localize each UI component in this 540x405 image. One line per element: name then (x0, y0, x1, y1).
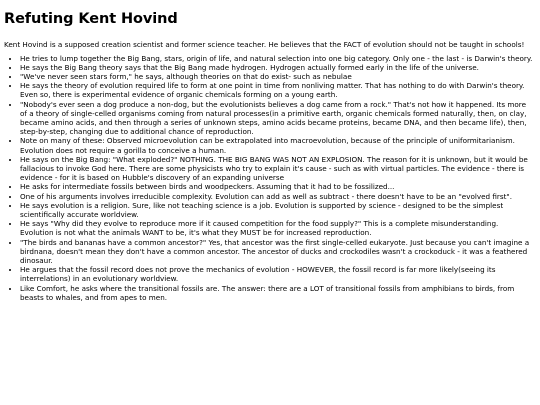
argument-list (4, 54, 534, 302)
intro-paragraph: Kent Hovind is a supposed creation scientist and former science teacher. He believes that the FACT of evolution should not be taught in schools! (4, 40, 525, 49)
list-item: • Note on many of these: Observed microevolution can be extrapolated into macroevolution, because of the principle of uniformitarianism. Evolution does not require a gorilla to conceive a human. (20, 136, 534, 154)
list-item: • He asks for intermediate fossils between birds and woodpeckers. Assuming that it had to be fossilized... (20, 182, 534, 191)
list-item: • "The birds and bananas have a common ancestor?" Yes, that ancestor was the first single-celled eukaryote. Just because you can't imagine a birdnana, doesn't mean they don't have a common ancestor. The ancestor of ducks and crockodiles wasn't a crockoduck - it was a feathered dinosaur. (20, 238, 534, 266)
list-item: • He says evolution is a religion. Sure, like not teaching science is a job. Evolution is supported by science - designed to be the simplest scientifically accurate worldview. (20, 201, 534, 219)
list-item: • He tries to lump together the Big Bang, stars, origin of life, and natural selection into one big category. Only one - the last - is Darwin's theory. (20, 54, 534, 63)
list-item: • He says on the Big Bang: "What exploded?" NOTHING. THE BIG BANG WAS NOT AN EXPLOSION. The reason for it is unknown, but it would be fallacious to invoke God here. There are some physicists who try to explain it's cause - such as with virtual particles. The evidence - there is evidence - for it is based on Hubble's discovery of an expanding universe (20, 155, 534, 183)
list-item: • He argues that the fossil record does not prove the mechanics of evolution - HOWEVER, the fossil record is far more likely(seeing its interrelations) in an evolutionary worldview. (20, 265, 534, 283)
list-item: • He says the Big Bang theory says that the Big Bang made hydrogen. Hydrogen actually formed early in the life of the universe. (20, 63, 534, 72)
list-item: • "Nobody's ever seen a dog produce a non-dog, but the evolutionists believes a dog came from a rock." That's not how it happened. Its more of a theory of single-celled organisms coming from natural processes(in a primitive earth, organic chemicals formed naturally, then, on clay, became amino acids, and then through a series of unknown steps, amino acids became proteins, became DNA, and then became life), then, step-by-step, changing due to additional chance of reproduction. (20, 100, 534, 137)
list-item: • Like Comfort, he asks where the transitional fossils are. The answer: there are a LOT of transitional fossils from amphibians to birds, from beasts to whales, and from apes to men. (20, 284, 534, 302)
list-item: • "We've never seen stars form," he says, although theories on that do exist- such as nebulae (20, 72, 534, 81)
list-item: • He says "Why did they evolve to reproduce more if it caused competition for the food supply?" This is a complete misunderstanding. Evolution is not what the animals WANT to be, it's what they MUST be for increased reproduction. (20, 219, 534, 237)
list-item: • One of his arguments involves irreducible complexity. Evolution can add as well as subtract - there doesn't have to be an "evolved first". (20, 192, 534, 201)
page-title: Refuting Kent Hovind (4, 11, 178, 27)
list-item: • He says the theory of evolution required life to form at one point in time from nonliving matter. That has nothing to do with Darwin's theory. Even so, there is experimental evidence of organic chemicals forming on a young earth. (20, 81, 534, 99)
